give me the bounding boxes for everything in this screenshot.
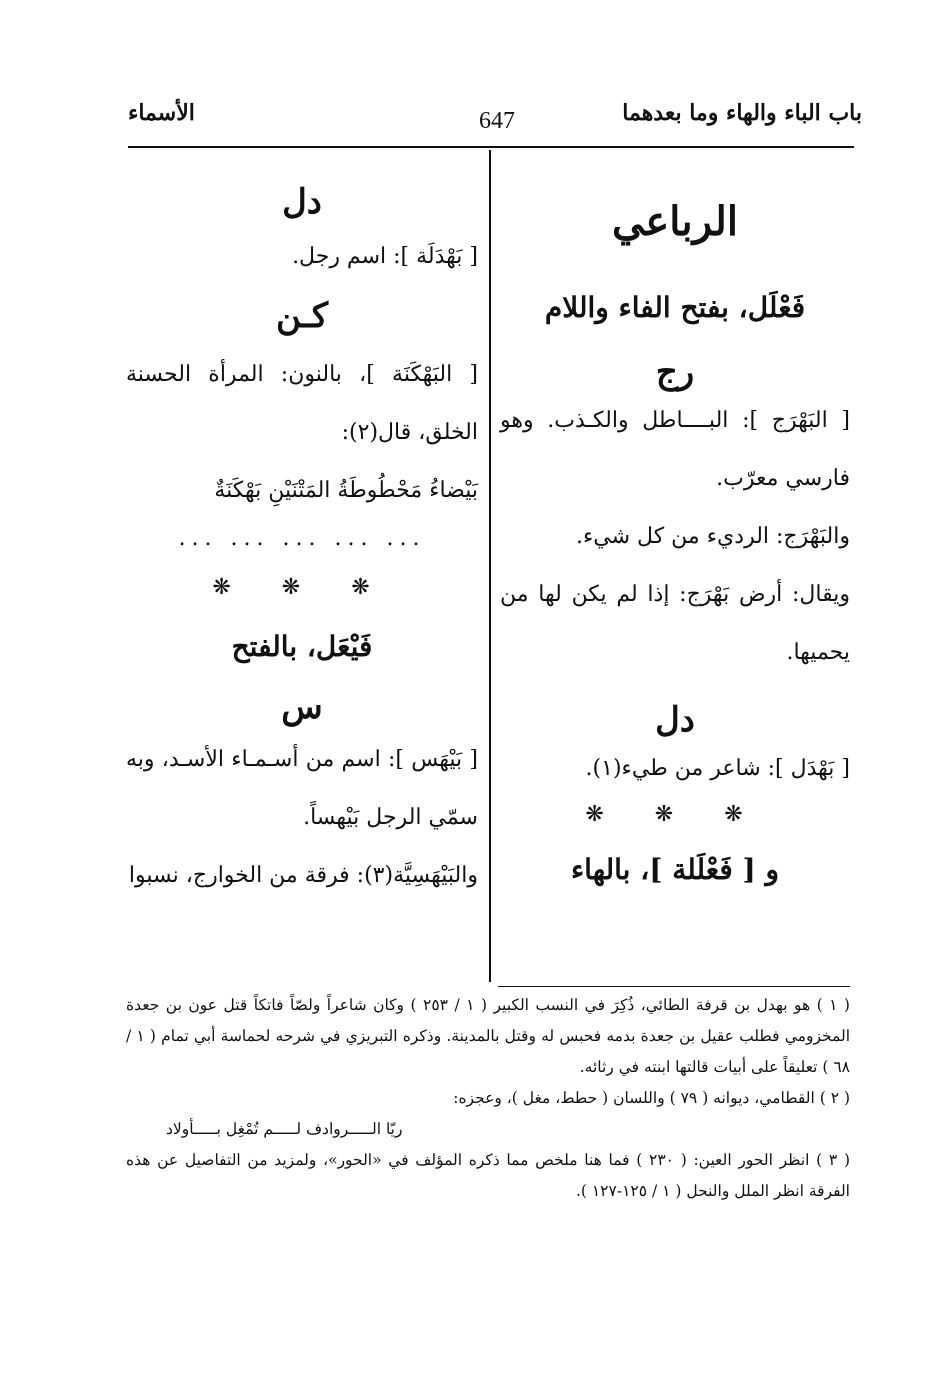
entry-bahkana: [ البَهْكَنَة ]، بالنون: المرأة الحسنة الخلق، قال(٢):: [126, 362, 478, 445]
verse-line: بَيْضاءُ مَحْطُوطَةُ المَتْنَيْنِ بَهْكَنَةٌ: [214, 478, 478, 503]
footnote-3: ( ٣ ) انظر الحور العين: ( ٢٣٠ ) فما هنا ملخص مما ذكره المؤلف في «الحور»، ولمزيد من التفاصيل عن هذه الفرقة انظر الملل والنحل ( ١ / ١٢٥-١٢٧ ).: [126, 1151, 850, 1200]
left-column: [126, 160, 478, 905]
footnote-rule: [498, 986, 850, 987]
section-heading: الرباعي: [612, 198, 738, 245]
pattern-heading: فَيْعَل، بالفتح: [231, 630, 373, 663]
section-separator: ❋ ❋ ❋: [585, 802, 765, 827]
entry-ard-bahraj: ويقال: أرض بَهْرَج: إذا لم يكن لها من يحميها.: [500, 582, 850, 665]
entry-bahraj: [ البَهْرَج ]: البــــاطل والكـذب. وهو فارسي معرّب.: [500, 408, 850, 491]
root-heading-dl: دل: [282, 182, 322, 222]
pattern-heading-2: و [ فَعْلَلة ]، بالهاء: [571, 853, 779, 886]
page-number: 647: [479, 108, 515, 134]
root-heading-rj: رج: [655, 352, 695, 392]
entry-bahdal: [ بَهْدَل ]: شاعر من طيء(١).: [585, 756, 850, 781]
running-head-right: باب الباء والهاء وما بعدهما: [622, 100, 862, 126]
ellipsis-line: ... ... ... ... ...: [178, 526, 426, 551]
entry-bayhasiyya: والبَيْهَسِيَّة(٣): فرقة من الخوارج، نسبوا: [128, 863, 478, 888]
pattern-heading: فَعْلَل، بفتح الفاء واللام: [544, 291, 806, 324]
footnotes: [126, 990, 850, 1207]
footnote-2: ( ٢ ) القطامي، ديوانه ( ٧٩ ) واللسان ( حطط، مغل )، وعجزه:: [453, 1089, 850, 1107]
entry-bahdala: [ بَهْدَلَة ]: اسم رجل.: [292, 244, 478, 269]
root-heading-dl: دل: [655, 700, 695, 740]
column-divider: [489, 150, 491, 982]
right-column: [500, 160, 850, 886]
running-head-left: الأسماء: [128, 100, 195, 126]
root-heading-kn: كـن: [275, 296, 329, 336]
footnote-2-verse: ريّا الـــــروادف لـــــم تُمْغِل بـــــأولاد: [166, 1120, 403, 1138]
entry-bayhas: [ بَيْهَس ]: اسم من أسـمـاء الأسـد، وبه سمّي الرجل بَيْهساً.: [126, 747, 478, 830]
section-separator: ❋ ❋ ❋: [212, 575, 392, 600]
footnote-1: ( ١ ) هو بهدل بن قرفة الطائي، ذُكِرَ في النسب الكبير ( ١ / ٢٥٣ ) وكان شاعراً ولصّاً فاتكاً قتل عون بن جعدة المخزومي فطلب عقيل بن جعدة بدمه فحبس له وقتل بالمدينة. وذكره التبريزي في شرحه لحماسة أبي تمام ( ١ / ٦٨ ) تعليقاً على أبيات قالتها ابنته في رثائه.: [126, 996, 850, 1076]
entry-bahraj-2: والبَهْرَج: الرديء من كل شيء.: [575, 524, 850, 549]
header-rule: [128, 146, 854, 148]
root-heading-s: س: [281, 687, 323, 727]
